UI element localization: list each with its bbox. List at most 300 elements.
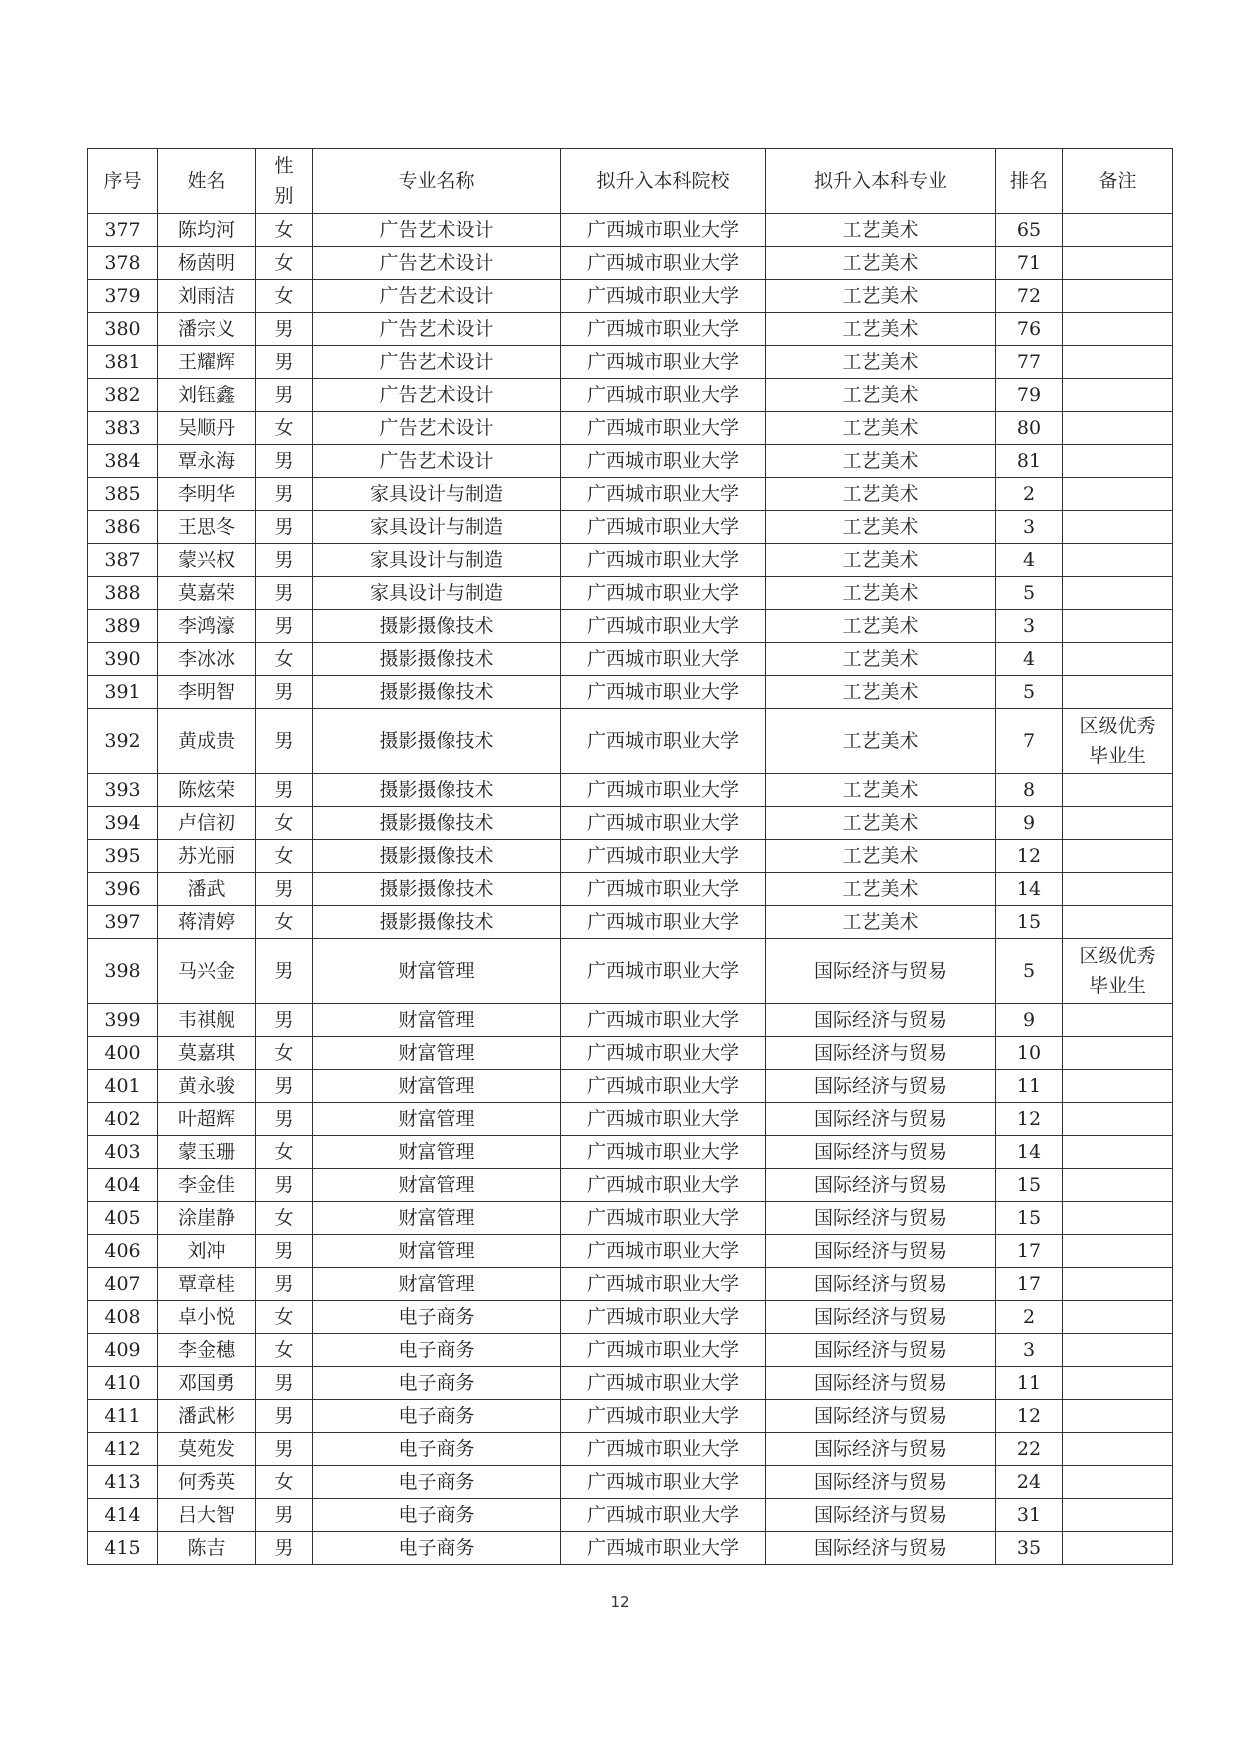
cell-name: 蒙玉珊 <box>158 1136 256 1169</box>
cell-major: 广告艺术设计 <box>313 412 561 445</box>
cell-target-major: 国际经济与贸易 <box>766 1235 996 1268</box>
cell-name: 涂崖静 <box>158 1202 256 1235</box>
cell-remarks: 区级优秀毕业生 <box>1063 709 1173 774</box>
cell-rank: 79 <box>996 379 1063 412</box>
cell-rank: 3 <box>996 610 1063 643</box>
cell-index: 405 <box>88 1202 158 1235</box>
cell-remarks <box>1063 544 1173 577</box>
cell-gender: 女 <box>256 412 313 445</box>
cell-remarks <box>1063 906 1173 939</box>
cell-index: 415 <box>88 1532 158 1565</box>
cell-remarks <box>1063 1466 1173 1499</box>
cell-university: 广西城市职业大学 <box>561 511 766 544</box>
cell-index: 410 <box>88 1367 158 1400</box>
cell-target-major: 工艺美术 <box>766 709 996 774</box>
table-row <box>88 478 1173 511</box>
cell-index: 401 <box>88 1070 158 1103</box>
cell-rank: 77 <box>996 346 1063 379</box>
cell-university: 广西城市职业大学 <box>561 412 766 445</box>
cell-name: 覃章桂 <box>158 1268 256 1301</box>
cell-remarks <box>1063 643 1173 676</box>
cell-remarks <box>1063 1202 1173 1235</box>
table-row <box>88 676 1173 709</box>
cell-index: 407 <box>88 1268 158 1301</box>
cell-university: 广西城市职业大学 <box>561 1400 766 1433</box>
cell-university: 广西城市职业大学 <box>561 280 766 313</box>
cell-name: 王思冬 <box>158 511 256 544</box>
cell-index: 400 <box>88 1037 158 1070</box>
cell-university: 广西城市职业大学 <box>561 1301 766 1334</box>
cell-remarks <box>1063 379 1173 412</box>
cell-index: 414 <box>88 1499 158 1532</box>
cell-target-major: 国际经济与贸易 <box>766 1334 996 1367</box>
cell-gender: 男 <box>256 1433 313 1466</box>
cell-rank: 17 <box>996 1268 1063 1301</box>
table-row <box>88 1499 1173 1532</box>
cell-target-major: 国际经济与贸易 <box>766 1070 996 1103</box>
table-row <box>88 1466 1173 1499</box>
cell-name: 苏光丽 <box>158 840 256 873</box>
cell-remarks <box>1063 412 1173 445</box>
cell-remarks <box>1063 280 1173 313</box>
cell-target-major: 国际经济与贸易 <box>766 1169 996 1202</box>
header-remarks: 备注 <box>1063 149 1173 214</box>
cell-target-major: 工艺美术 <box>766 840 996 873</box>
cell-rank: 76 <box>996 313 1063 346</box>
cell-rank: 72 <box>996 280 1063 313</box>
cell-name: 潘武 <box>158 873 256 906</box>
cell-rank: 12 <box>996 1400 1063 1433</box>
table-row <box>88 1136 1173 1169</box>
cell-major: 摄影摄像技术 <box>313 774 561 807</box>
cell-major: 电子商务 <box>313 1499 561 1532</box>
cell-major: 摄影摄像技术 <box>313 807 561 840</box>
cell-name: 黄成贵 <box>158 709 256 774</box>
cell-remarks <box>1063 1301 1173 1334</box>
cell-gender: 女 <box>256 1037 313 1070</box>
cell-index: 391 <box>88 676 158 709</box>
cell-gender: 男 <box>256 1103 313 1136</box>
cell-target-major: 国际经济与贸易 <box>766 1004 996 1037</box>
cell-gender: 女 <box>256 906 313 939</box>
cell-university: 广西城市职业大学 <box>561 313 766 346</box>
cell-name: 卓小悦 <box>158 1301 256 1334</box>
cell-rank: 4 <box>996 544 1063 577</box>
cell-name: 卢信初 <box>158 807 256 840</box>
cell-university: 广西城市职业大学 <box>561 1433 766 1466</box>
cell-remarks <box>1063 1070 1173 1103</box>
cell-target-major: 工艺美术 <box>766 247 996 280</box>
cell-gender: 男 <box>256 610 313 643</box>
cell-rank: 22 <box>996 1433 1063 1466</box>
cell-gender: 男 <box>256 873 313 906</box>
cell-index: 406 <box>88 1235 158 1268</box>
cell-remarks <box>1063 577 1173 610</box>
table-row <box>88 346 1173 379</box>
cell-target-major: 国际经济与贸易 <box>766 1202 996 1235</box>
cell-rank: 2 <box>996 478 1063 511</box>
cell-university: 广西城市职业大学 <box>561 807 766 840</box>
cell-index: 399 <box>88 1004 158 1037</box>
cell-major: 广告艺术设计 <box>313 247 561 280</box>
header-rank: 排名 <box>996 149 1063 214</box>
cell-remarks <box>1063 873 1173 906</box>
table-row <box>88 1103 1173 1136</box>
cell-index: 393 <box>88 774 158 807</box>
cell-rank: 14 <box>996 1136 1063 1169</box>
table-row <box>88 1400 1173 1433</box>
cell-target-major: 工艺美术 <box>766 313 996 346</box>
cell-gender: 女 <box>256 280 313 313</box>
cell-major: 广告艺术设计 <box>313 313 561 346</box>
cell-name: 李冰冰 <box>158 643 256 676</box>
table-row <box>88 774 1173 807</box>
cell-target-major: 工艺美术 <box>766 544 996 577</box>
cell-remarks <box>1063 1268 1173 1301</box>
table-row <box>88 412 1173 445</box>
cell-name: 黄永骏 <box>158 1070 256 1103</box>
cell-university: 广西城市职业大学 <box>561 1499 766 1532</box>
cell-gender: 男 <box>256 346 313 379</box>
cell-name: 刘冲 <box>158 1235 256 1268</box>
table-row <box>88 939 1173 1004</box>
cell-remarks <box>1063 1103 1173 1136</box>
cell-major: 家具设计与制造 <box>313 577 561 610</box>
cell-rank: 31 <box>996 1499 1063 1532</box>
cell-university: 广西城市职业大学 <box>561 643 766 676</box>
table-row <box>88 906 1173 939</box>
cell-index: 387 <box>88 544 158 577</box>
cell-gender: 男 <box>256 313 313 346</box>
cell-index: 398 <box>88 939 158 1004</box>
cell-rank: 3 <box>996 1334 1063 1367</box>
cell-target-major: 工艺美术 <box>766 214 996 247</box>
cell-remarks <box>1063 1169 1173 1202</box>
cell-rank: 15 <box>996 906 1063 939</box>
table-row <box>88 577 1173 610</box>
cell-university: 广西城市职业大学 <box>561 1004 766 1037</box>
cell-target-major: 国际经济与贸易 <box>766 1136 996 1169</box>
table-row <box>88 1004 1173 1037</box>
cell-name: 韦祺舰 <box>158 1004 256 1037</box>
cell-rank: 14 <box>996 873 1063 906</box>
cell-name: 李鸿濠 <box>158 610 256 643</box>
cell-rank: 4 <box>996 643 1063 676</box>
cell-name: 蒋清婷 <box>158 906 256 939</box>
cell-major: 财富管理 <box>313 1070 561 1103</box>
cell-university: 广西城市职业大学 <box>561 1367 766 1400</box>
cell-gender: 女 <box>256 214 313 247</box>
table-row <box>88 379 1173 412</box>
cell-gender: 男 <box>256 1400 313 1433</box>
cell-index: 409 <box>88 1334 158 1367</box>
cell-index: 403 <box>88 1136 158 1169</box>
cell-index: 377 <box>88 214 158 247</box>
cell-remarks <box>1063 1499 1173 1532</box>
cell-index: 412 <box>88 1433 158 1466</box>
table-row <box>88 873 1173 906</box>
cell-major: 财富管理 <box>313 1004 561 1037</box>
cell-name: 刘钰鑫 <box>158 379 256 412</box>
cell-target-major: 国际经济与贸易 <box>766 1103 996 1136</box>
table-row <box>88 544 1173 577</box>
cell-remarks <box>1063 1532 1173 1565</box>
cell-target-major: 国际经济与贸易 <box>766 1532 996 1565</box>
cell-target-major: 工艺美术 <box>766 478 996 511</box>
cell-remarks <box>1063 1334 1173 1367</box>
cell-rank: 5 <box>996 939 1063 1004</box>
cell-gender: 男 <box>256 445 313 478</box>
cell-gender: 男 <box>256 1235 313 1268</box>
table-header-row <box>88 149 1173 214</box>
cell-gender: 女 <box>256 1136 313 1169</box>
cell-major: 广告艺术设计 <box>313 214 561 247</box>
cell-target-major: 国际经济与贸易 <box>766 1301 996 1334</box>
cell-gender: 男 <box>256 774 313 807</box>
table-row <box>88 1202 1173 1235</box>
cell-rank: 9 <box>996 807 1063 840</box>
table-row <box>88 643 1173 676</box>
cell-major: 家具设计与制造 <box>313 478 561 511</box>
cell-rank: 12 <box>996 840 1063 873</box>
cell-university: 广西城市职业大学 <box>561 247 766 280</box>
cell-target-major: 工艺美术 <box>766 643 996 676</box>
cell-gender: 男 <box>256 379 313 412</box>
cell-name: 莫嘉琪 <box>158 1037 256 1070</box>
cell-university: 广西城市职业大学 <box>561 1136 766 1169</box>
cell-major: 财富管理 <box>313 1103 561 1136</box>
cell-university: 广西城市职业大学 <box>561 379 766 412</box>
cell-major: 电子商务 <box>313 1367 561 1400</box>
cell-remarks <box>1063 1004 1173 1037</box>
table-row <box>88 840 1173 873</box>
cell-remarks <box>1063 511 1173 544</box>
cell-university: 广西城市职业大学 <box>561 544 766 577</box>
cell-university: 广西城市职业大学 <box>561 1169 766 1202</box>
cell-major: 摄影摄像技术 <box>313 643 561 676</box>
table-row <box>88 280 1173 313</box>
cell-index: 411 <box>88 1400 158 1433</box>
cell-rank: 5 <box>996 577 1063 610</box>
header-target-major: 拟升入本科专业 <box>766 149 996 214</box>
cell-index: 394 <box>88 807 158 840</box>
table-row <box>88 1235 1173 1268</box>
cell-target-major: 工艺美术 <box>766 807 996 840</box>
table-row <box>88 709 1173 774</box>
cell-index: 408 <box>88 1301 158 1334</box>
cell-name: 覃永海 <box>158 445 256 478</box>
cell-university: 广西城市职业大学 <box>561 774 766 807</box>
cell-index: 388 <box>88 577 158 610</box>
cell-gender: 男 <box>256 709 313 774</box>
cell-target-major: 工艺美术 <box>766 412 996 445</box>
cell-university: 广西城市职业大学 <box>561 1037 766 1070</box>
table-row <box>88 1169 1173 1202</box>
cell-gender: 女 <box>256 643 313 676</box>
cell-rank: 15 <box>996 1202 1063 1235</box>
cell-rank: 71 <box>996 247 1063 280</box>
table-row <box>88 610 1173 643</box>
header-gender: 性别 <box>256 149 313 214</box>
cell-rank: 3 <box>996 511 1063 544</box>
cell-major: 财富管理 <box>313 1235 561 1268</box>
cell-university: 广西城市职业大学 <box>561 1235 766 1268</box>
cell-remarks <box>1063 1400 1173 1433</box>
cell-major: 财富管理 <box>313 939 561 1004</box>
cell-index: 395 <box>88 840 158 873</box>
cell-gender: 男 <box>256 511 313 544</box>
cell-major: 电子商务 <box>313 1466 561 1499</box>
table-row <box>88 313 1173 346</box>
cell-major: 广告艺术设计 <box>313 346 561 379</box>
cell-index: 385 <box>88 478 158 511</box>
cell-remarks <box>1063 1235 1173 1268</box>
cell-university: 广西城市职业大学 <box>561 577 766 610</box>
cell-index: 390 <box>88 643 158 676</box>
cell-university: 广西城市职业大学 <box>561 1532 766 1565</box>
header-index: 序号 <box>88 149 158 214</box>
cell-name: 吴顺丹 <box>158 412 256 445</box>
cell-major: 摄影摄像技术 <box>313 676 561 709</box>
cell-name: 莫嘉荣 <box>158 577 256 610</box>
table-row <box>88 1433 1173 1466</box>
cell-index: 382 <box>88 379 158 412</box>
cell-remarks <box>1063 214 1173 247</box>
cell-university: 广西城市职业大学 <box>561 840 766 873</box>
cell-rank: 10 <box>996 1037 1063 1070</box>
cell-university: 广西城市职业大学 <box>561 1334 766 1367</box>
cell-target-major: 工艺美术 <box>766 511 996 544</box>
cell-university: 广西城市职业大学 <box>561 1268 766 1301</box>
table-row <box>88 1367 1173 1400</box>
cell-name: 邓国勇 <box>158 1367 256 1400</box>
cell-index: 404 <box>88 1169 158 1202</box>
cell-gender: 男 <box>256 1367 313 1400</box>
cell-university: 广西城市职业大学 <box>561 346 766 379</box>
cell-major: 财富管理 <box>313 1169 561 1202</box>
cell-major: 摄影摄像技术 <box>313 610 561 643</box>
table-row <box>88 1532 1173 1565</box>
cell-remarks <box>1063 313 1173 346</box>
table-row <box>88 1301 1173 1334</box>
cell-major: 财富管理 <box>313 1037 561 1070</box>
cell-remarks <box>1063 1433 1173 1466</box>
cell-index: 383 <box>88 412 158 445</box>
cell-rank: 5 <box>996 676 1063 709</box>
cell-major: 电子商务 <box>313 1532 561 1565</box>
cell-major: 摄影摄像技术 <box>313 906 561 939</box>
admission-list-table <box>87 148 1173 1565</box>
cell-name: 李金佳 <box>158 1169 256 1202</box>
cell-rank: 7 <box>996 709 1063 774</box>
table-row <box>88 807 1173 840</box>
cell-gender: 男 <box>256 478 313 511</box>
cell-target-major: 工艺美术 <box>766 280 996 313</box>
cell-remarks <box>1063 445 1173 478</box>
cell-rank: 9 <box>996 1004 1063 1037</box>
cell-university: 广西城市职业大学 <box>561 1103 766 1136</box>
cell-gender: 男 <box>256 939 313 1004</box>
cell-gender: 女 <box>256 1301 313 1334</box>
cell-university: 广西城市职业大学 <box>561 445 766 478</box>
cell-major: 电子商务 <box>313 1301 561 1334</box>
cell-name: 陈炫荣 <box>158 774 256 807</box>
cell-name: 李明华 <box>158 478 256 511</box>
cell-remarks <box>1063 807 1173 840</box>
cell-major: 家具设计与制造 <box>313 544 561 577</box>
cell-university: 广西城市职业大学 <box>561 1070 766 1103</box>
cell-target-major: 工艺美术 <box>766 577 996 610</box>
cell-gender: 女 <box>256 1334 313 1367</box>
cell-remarks <box>1063 478 1173 511</box>
cell-target-major: 国际经济与贸易 <box>766 1268 996 1301</box>
cell-gender: 女 <box>256 1466 313 1499</box>
cell-rank: 2 <box>996 1301 1063 1334</box>
cell-gender: 男 <box>256 1268 313 1301</box>
cell-target-major: 国际经济与贸易 <box>766 1466 996 1499</box>
cell-major: 电子商务 <box>313 1433 561 1466</box>
cell-rank: 81 <box>996 445 1063 478</box>
cell-index: 413 <box>88 1466 158 1499</box>
cell-gender: 女 <box>256 807 313 840</box>
cell-rank: 24 <box>996 1466 1063 1499</box>
cell-gender: 女 <box>256 1202 313 1235</box>
cell-target-major: 国际经济与贸易 <box>766 1367 996 1400</box>
cell-major: 财富管理 <box>313 1268 561 1301</box>
cell-target-major: 工艺美术 <box>766 445 996 478</box>
cell-gender: 女 <box>256 247 313 280</box>
cell-remarks <box>1063 1367 1173 1400</box>
cell-name: 莫苑发 <box>158 1433 256 1466</box>
cell-gender: 男 <box>256 1004 313 1037</box>
cell-name: 杨茵明 <box>158 247 256 280</box>
cell-university: 广西城市职业大学 <box>561 709 766 774</box>
cell-index: 396 <box>88 873 158 906</box>
cell-major: 广告艺术设计 <box>313 379 561 412</box>
cell-remarks <box>1063 610 1173 643</box>
cell-target-major: 国际经济与贸易 <box>766 939 996 1004</box>
cell-name: 潘武彬 <box>158 1400 256 1433</box>
cell-target-major: 工艺美术 <box>766 610 996 643</box>
cell-name: 李明智 <box>158 676 256 709</box>
header-target-university: 拟升入本科院校 <box>561 149 766 214</box>
cell-target-major: 工艺美术 <box>766 873 996 906</box>
table-row <box>88 1334 1173 1367</box>
cell-major: 家具设计与制造 <box>313 511 561 544</box>
cell-major: 摄影摄像技术 <box>313 873 561 906</box>
cell-university: 广西城市职业大学 <box>561 1466 766 1499</box>
cell-target-major: 国际经济与贸易 <box>766 1037 996 1070</box>
cell-name: 陈均河 <box>158 214 256 247</box>
cell-university: 广西城市职业大学 <box>561 873 766 906</box>
cell-index: 397 <box>88 906 158 939</box>
cell-major: 广告艺术设计 <box>313 445 561 478</box>
cell-target-major: 工艺美术 <box>766 379 996 412</box>
cell-target-major: 工艺美术 <box>766 906 996 939</box>
cell-name: 蒙兴权 <box>158 544 256 577</box>
cell-index: 392 <box>88 709 158 774</box>
cell-name: 陈吉 <box>158 1532 256 1565</box>
cell-gender: 男 <box>256 544 313 577</box>
header-major: 专业名称 <box>313 149 561 214</box>
cell-university: 广西城市职业大学 <box>561 906 766 939</box>
cell-target-major: 国际经济与贸易 <box>766 1499 996 1532</box>
cell-remarks <box>1063 1136 1173 1169</box>
cell-gender: 男 <box>256 1499 313 1532</box>
cell-index: 380 <box>88 313 158 346</box>
cell-rank: 65 <box>996 214 1063 247</box>
cell-major: 财富管理 <box>313 1202 561 1235</box>
